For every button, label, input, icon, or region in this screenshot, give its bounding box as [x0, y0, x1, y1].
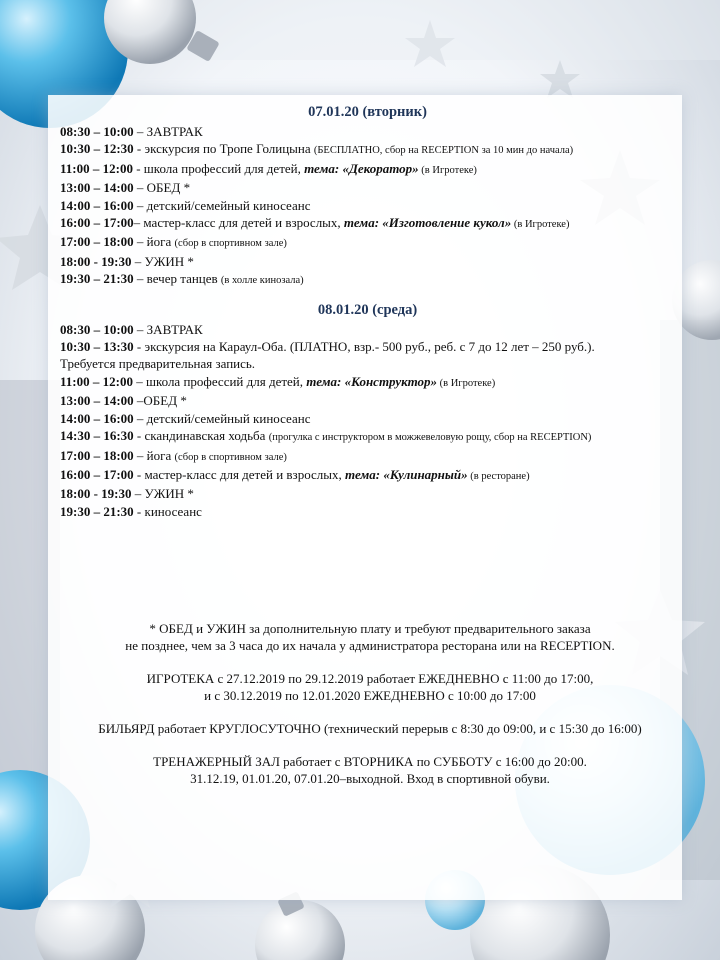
schedule-item-sep: – — [133, 271, 147, 287]
day2-schedule-list — [60, 321, 675, 520]
schedule-item — [60, 253, 675, 270]
schedule-item-text: ЗАВТРАК — [146, 124, 203, 139]
billiards-note — [60, 720, 680, 737]
schedule-item-text: школа профессий для детей, — [143, 160, 305, 176]
schedule-item-small: (сбор в спортивном зале) — [174, 451, 287, 463]
schedule-item-text: детский/семейный киносеанс — [146, 410, 311, 426]
schedule-item-small: (в Игротеке) — [418, 164, 477, 176]
schedule-item — [60, 140, 675, 159]
schedule-content — [60, 104, 675, 520]
schedule-item-sep: - — [133, 339, 145, 355]
schedule-item — [60, 233, 675, 252]
schedule-item — [60, 355, 675, 372]
day-title-tuesday: 07.01.20 (вторник) — [308, 104, 427, 120]
schedule-item-sep: – — [131, 253, 145, 269]
schedule-item — [60, 338, 675, 355]
schedule-item-text: мастер-класс для детей и взрослых, — [144, 466, 346, 482]
schedule-item — [60, 321, 675, 338]
schedule-item — [60, 503, 675, 520]
schedule-item-sep: – — [132, 373, 146, 389]
schedule-item — [60, 123, 675, 140]
schedule-item-sep: - — [133, 503, 145, 519]
schedule-item-time: 17:00 – 18:00 — [60, 447, 134, 463]
schedule-item-sep: - — [132, 160, 144, 176]
schedule-item-time: 08:30 – 10:00 — [60, 124, 134, 139]
schedule-item-sep: – — [133, 197, 147, 213]
schedule-item-small: (в Игротеке) — [437, 377, 496, 389]
schedule-item-sep: – — [133, 124, 147, 139]
schedule-item-text: йога — [146, 447, 175, 463]
gym-note — [60, 753, 680, 787]
schedule-item-theme: тема: «Кулинарный» — [345, 466, 468, 482]
meals-note — [60, 620, 680, 654]
schedule-item-text: ОБЕД * — [146, 180, 191, 196]
schedule-item-sep: – — [133, 215, 144, 231]
meals-note-line: не позднее, чем за 3 часа до их начала у администратора ресторана или на RECEPTION. — [125, 638, 615, 653]
schedule-item — [60, 485, 675, 502]
playroom-note-line: и с 30.12.2019 по 12.01.2020 ЕЖЕДНЕВНО с 10:00 до 17:00 — [204, 688, 536, 703]
meals-note-line: * ОБЕД и УЖИН за дополнительную плату и требуют предварительного заказа — [149, 621, 591, 636]
playroom-note-line: ИГРОТЕКА с 27.12.2019 по 29.12.2019 работает ЕЖЕДНЕВНО с 11:00 до 17:00, — [146, 671, 594, 686]
schedule-item — [60, 179, 675, 196]
schedule-item-sep: – — [133, 321, 147, 337]
schedule-item-small: (в ресторане) — [467, 470, 530, 482]
schedule-item-time: 18:00 - 19:30 — [60, 253, 132, 269]
gym-note-line: ТРЕНАЖЕРНЫЙ ЗАЛ работает с ВТОРНИКА по СУББОТУ с 16:00 до 20:00. — [153, 754, 587, 769]
schedule-item-time: 17:00 – 18:00 — [60, 234, 134, 250]
schedule-item-small: (прогулка с инструктором в можжевеловую рощу, сбор на RECEPTION) — [268, 432, 592, 444]
schedule-item-time: 16:00 – 17:00 — [60, 215, 134, 231]
schedule-item-theme: тема: «Конструктор» — [306, 373, 438, 389]
schedule-item — [60, 447, 675, 466]
schedule-item-text: мастер-класс для детей и взрослых, — [143, 215, 344, 231]
schedule-item-sep: - — [133, 141, 145, 157]
schedule-item-time: 08:30 – 10:00 — [60, 321, 134, 337]
schedule-item-time: 10:30 – 13:30 — [60, 339, 134, 355]
schedule-item-small: (сбор в спортивном зале) — [174, 238, 287, 250]
schedule-item-small: (в Игротеке) — [511, 219, 570, 231]
schedule-item-text: УЖИН * — [144, 253, 194, 269]
schedule-item-sep: - — [133, 466, 145, 482]
schedule-item-small: (в холле кинозала) — [220, 275, 304, 287]
schedule-item-text: детский/семейный киносеанс — [146, 197, 311, 213]
schedule-item — [60, 214, 675, 233]
schedule-item — [60, 410, 675, 427]
schedule-item — [60, 466, 675, 485]
schedule-item-text: киносеанс — [144, 503, 202, 519]
schedule-item-text: школа профессий для детей, — [145, 373, 307, 389]
schedule-item — [60, 392, 675, 409]
schedule-item — [60, 160, 675, 179]
day-title-wednesday: 08.01.20 (среда) — [317, 301, 418, 318]
schedule-item-text: экскурсия по Тропе Голицына — [144, 141, 314, 157]
schedule-item-time: 10:30 – 12:30 — [60, 141, 134, 157]
schedule-item-text: УЖИН * — [144, 486, 194, 502]
schedule-item-sep: – — [133, 447, 147, 463]
schedule-item-time: 14:00 – 16:00 — [60, 410, 134, 426]
schedule-item-text: йога — [146, 234, 175, 250]
schedule-item-text: ЗАВТРАК — [146, 321, 203, 337]
schedule-item-text: экскурсия на Караул-Оба. (ПЛАТНО, взр.- 500 руб., реб. с 7 до 12 лет – 250 руб.). — [144, 339, 595, 355]
schedule-item — [60, 373, 675, 392]
schedule-item-text: ОБЕД * — [143, 393, 187, 409]
schedule-item-text: вечер танцев — [146, 271, 221, 287]
schedule-item-time: 16:00 – 17:00 — [60, 466, 134, 482]
schedule-item-time: 13:00 – 14:00 — [60, 393, 134, 409]
schedule-item-theme: тема: «Изготовление кукол» — [343, 215, 512, 231]
gym-note-line: 31.12.19, 01.01.20, 07.01.20–выходной. Вход в спортивной обуви. — [190, 771, 550, 786]
schedule-item-text: Требуется предварительная запись. — [60, 356, 256, 372]
schedule-item — [60, 427, 675, 446]
schedule-item-sep: – — [133, 234, 147, 250]
info-notes — [60, 620, 680, 803]
schedule-item-time: 19:30 – 21:30 — [60, 503, 134, 519]
schedule-item-sep: – — [133, 180, 147, 196]
schedule-item-time: 14:30 – 16:30 — [60, 428, 134, 444]
schedule-item-text: скандинавская ходьба — [144, 428, 269, 444]
schedule-item-sep: – — [131, 486, 145, 502]
schedule-item-time: 18:00 - 19:30 — [60, 486, 132, 502]
schedule-item-time: 19:30 – 21:30 — [60, 271, 134, 287]
schedule-item-time: 13:00 – 14:00 — [60, 180, 134, 196]
schedule-item-small: (БЕСПЛАТНО, сбор на RECEPTION за 10 мин до начала) — [313, 145, 574, 157]
billiards-note-line: БИЛЬЯРД работает КРУГЛОСУТОЧНО (технический перерыв с 8:30 до 09:00, и с 15:30 до 16:00) — [98, 721, 642, 736]
playroom-note — [60, 670, 680, 704]
schedule-item-sep: – — [133, 410, 147, 426]
schedule-item — [60, 270, 675, 289]
schedule-item-theme: тема: «Декоратор» — [304, 160, 419, 176]
schedule-item-time: 11:00 – 12:00 — [60, 373, 133, 389]
day1-schedule-list — [60, 123, 675, 290]
schedule-item-sep: – — [133, 393, 144, 409]
schedule-item-time: 14:00 – 16:00 — [60, 197, 134, 213]
schedule-item-time: 11:00 – 12:00 — [60, 160, 133, 176]
schedule-item-sep: - — [133, 428, 145, 444]
schedule-item — [60, 197, 675, 214]
